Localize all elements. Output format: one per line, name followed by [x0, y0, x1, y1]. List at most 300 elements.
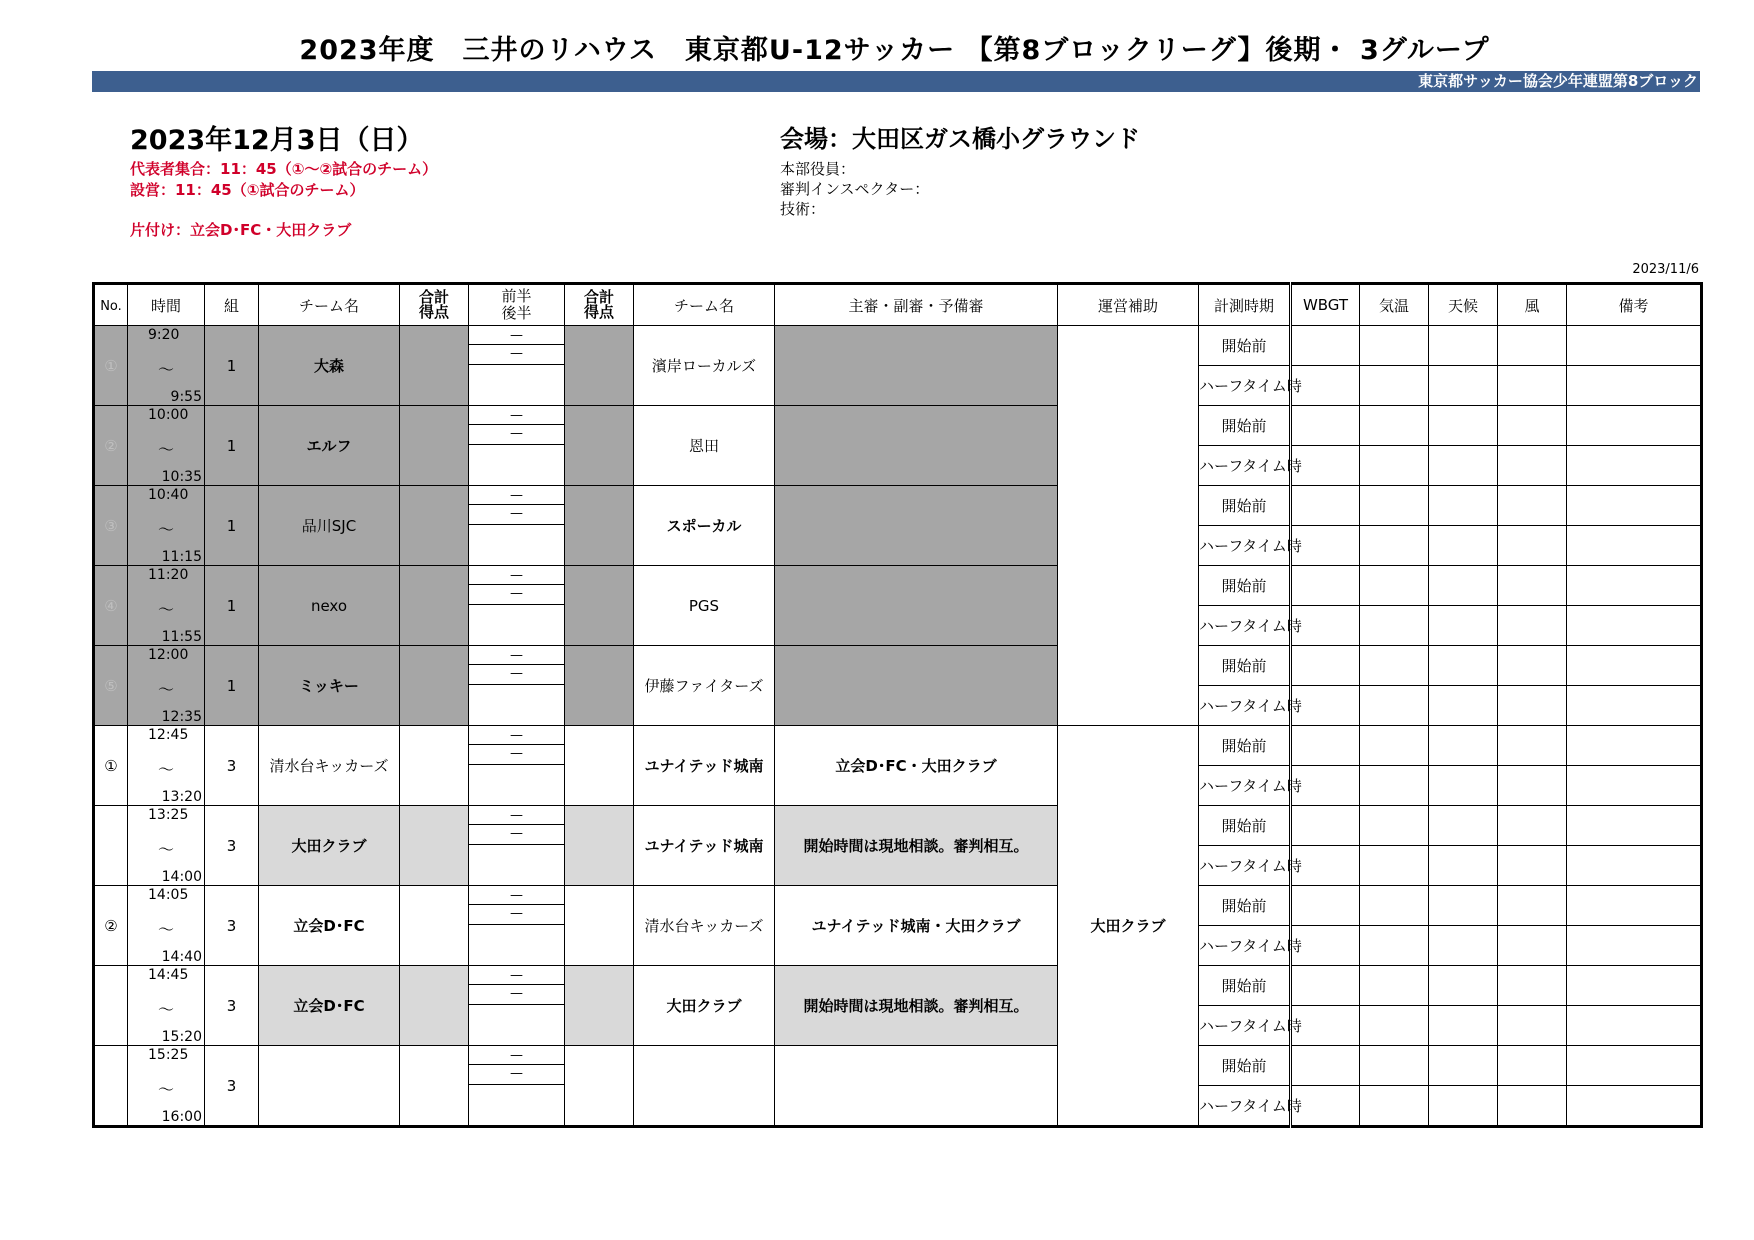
measure-before: 開始前	[1199, 966, 1291, 1006]
temp-cell	[1360, 886, 1429, 926]
first-half-dash: —	[510, 408, 523, 423]
match-number	[94, 1046, 128, 1127]
notes-cell	[1567, 766, 1702, 806]
away-total-score	[565, 966, 634, 1046]
temp-cell	[1360, 606, 1429, 646]
half-divider	[469, 604, 564, 605]
group-number: 3	[205, 806, 259, 886]
half-divider	[469, 744, 564, 745]
away-team: スポーカル	[634, 486, 775, 566]
col-halves: 前半 後半	[469, 284, 565, 326]
start-time: 11:20	[148, 567, 189, 583]
away-total-score	[565, 726, 634, 806]
wind-cell	[1498, 446, 1567, 486]
col-group: 組	[205, 284, 259, 326]
home-team: エルフ	[259, 406, 400, 486]
half-scores	[469, 406, 565, 486]
wind-cell	[1498, 406, 1567, 446]
col-time: 時間	[128, 284, 205, 326]
half-divider	[469, 924, 564, 925]
match-number: ②	[94, 406, 128, 486]
time-tilde: ～	[157, 680, 174, 699]
first-half-dash: —	[510, 328, 523, 343]
first-half-dash: —	[510, 888, 523, 903]
weather-cell	[1429, 966, 1498, 1006]
col-assist: 運営補助	[1058, 284, 1199, 326]
half-divider	[469, 344, 564, 345]
match-time	[128, 326, 205, 406]
match-row	[94, 566, 1702, 606]
time-tilde: ～	[157, 440, 174, 459]
away-total-score	[565, 806, 634, 886]
second-half-dash: —	[510, 586, 523, 601]
wbgt-cell	[1291, 486, 1360, 526]
measure-halftime: ハーフタイム時	[1199, 1006, 1291, 1046]
start-time: 9:20	[148, 327, 180, 343]
notes-cell	[1567, 886, 1702, 926]
match-row	[94, 326, 1702, 366]
match-time	[128, 886, 205, 966]
referee-inspector: 審判インスペクター：	[780, 180, 930, 198]
temp-cell	[1360, 366, 1429, 406]
end-time: 13:20	[161, 789, 202, 805]
home-team: 品川SJC	[259, 486, 400, 566]
measure-before: 開始前	[1199, 726, 1291, 766]
match-row	[94, 646, 1702, 686]
half-divider	[469, 844, 564, 845]
match-time	[128, 1046, 205, 1127]
away-team: 清水台キッカーズ	[634, 886, 775, 966]
col-team-away: チーム名	[634, 284, 775, 326]
half-scores	[469, 486, 565, 566]
temp-cell	[1360, 686, 1429, 726]
match-row	[94, 886, 1702, 926]
col-wind: 風	[1498, 284, 1567, 326]
home-team: ミッキー	[259, 646, 400, 726]
temp-cell	[1360, 486, 1429, 526]
organization-name: 東京都サッカー協会少年連盟第8ブロック	[1418, 72, 1698, 90]
match-number: ④	[94, 566, 128, 646]
gather-notice: 代表者集合：11：45（①～②試合のチーム）	[130, 160, 438, 178]
notes-cell	[1567, 326, 1702, 366]
measure-halftime: ハーフタイム時	[1199, 686, 1291, 726]
end-time: 9:55	[170, 389, 202, 405]
wind-cell	[1498, 486, 1567, 526]
second-half-dash: —	[510, 506, 523, 521]
half-divider	[469, 1004, 564, 1005]
measure-halftime: ハーフタイム時	[1199, 766, 1291, 806]
second-half-dash: —	[510, 746, 523, 761]
away-total-score	[565, 326, 634, 406]
notes-cell	[1567, 366, 1702, 406]
col-total-away: 合計 得点	[565, 284, 634, 326]
wind-cell	[1498, 726, 1567, 766]
weather-cell	[1429, 1006, 1498, 1046]
notes-cell	[1567, 406, 1702, 446]
cleanup-notice: 片付け：立会D･FC・大田クラブ	[130, 221, 352, 239]
away-total-score	[565, 1046, 634, 1127]
referee-assignment: 立会D･FC・大田クラブ	[775, 726, 1058, 806]
match-row	[94, 806, 1702, 846]
match-row	[94, 1046, 1702, 1086]
measure-halftime: ハーフタイム時	[1199, 606, 1291, 646]
measure-before: 開始前	[1199, 486, 1291, 526]
temp-cell	[1360, 566, 1429, 606]
referee-assignment	[775, 1046, 1058, 1127]
wbgt-cell	[1291, 326, 1360, 366]
weather-cell	[1429, 606, 1498, 646]
group-number: 1	[205, 486, 259, 566]
half-divider	[469, 444, 564, 445]
notes-cell	[1567, 1086, 1702, 1127]
event-date: 2023年12月3日（日）	[130, 125, 424, 156]
home-total-score	[400, 966, 469, 1046]
first-half-dash: —	[510, 648, 523, 663]
away-team	[634, 1046, 775, 1127]
wind-cell	[1498, 766, 1567, 806]
start-time: 12:00	[148, 647, 189, 663]
home-total-score	[400, 1046, 469, 1127]
time-tilde: ～	[157, 760, 174, 779]
weather-cell	[1429, 886, 1498, 926]
end-time: 16:00	[161, 1109, 202, 1125]
col-referee: 主審・副審・予備審	[775, 284, 1058, 326]
referee-assignment	[775, 326, 1058, 406]
measure-halftime: ハーフタイム時	[1199, 526, 1291, 566]
weather-cell	[1429, 486, 1498, 526]
start-time: 10:00	[148, 407, 189, 423]
half-divider	[469, 584, 564, 585]
half-scores	[469, 806, 565, 886]
temp-cell	[1360, 526, 1429, 566]
away-team: ユナイテッド城南	[634, 806, 775, 886]
referee-assignment	[775, 566, 1058, 646]
temp-cell	[1360, 1086, 1429, 1127]
match-number: ⑤	[94, 646, 128, 726]
end-time: 11:55	[161, 629, 202, 645]
match-time	[128, 966, 205, 1046]
schedule-table	[92, 282, 1703, 1128]
wind-cell	[1498, 1006, 1567, 1046]
home-total-score	[400, 806, 469, 886]
first-half-dash: —	[510, 728, 523, 743]
away-team: 恩田	[634, 406, 775, 486]
end-time: 11:15	[161, 549, 202, 565]
wind-cell	[1498, 886, 1567, 926]
half-divider	[469, 824, 564, 825]
first-half-dash: —	[510, 488, 523, 503]
match-row	[94, 966, 1702, 1006]
second-half-dash: —	[510, 426, 523, 441]
temp-cell	[1360, 806, 1429, 846]
match-time	[128, 726, 205, 806]
time-tilde: ～	[157, 1000, 174, 1019]
col-wbgt: WBGT	[1291, 284, 1360, 326]
half-divider	[469, 984, 564, 985]
second-half-dash: —	[510, 1066, 523, 1081]
weather-cell	[1429, 326, 1498, 366]
start-time: 14:45	[148, 967, 189, 983]
end-time: 14:00	[161, 869, 202, 885]
time-tilde: ～	[157, 1080, 174, 1099]
temp-cell	[1360, 646, 1429, 686]
half-scores	[469, 966, 565, 1046]
weather-cell	[1429, 526, 1498, 566]
wbgt-cell	[1291, 886, 1360, 926]
weather-cell	[1429, 846, 1498, 886]
temp-cell	[1360, 1046, 1429, 1086]
half-divider	[469, 1084, 564, 1085]
match-number	[94, 806, 128, 886]
measure-before: 開始前	[1199, 406, 1291, 446]
col-notes: 備考	[1567, 284, 1702, 326]
home-total-score	[400, 326, 469, 406]
half-scores	[469, 566, 565, 646]
away-total-score	[565, 646, 634, 726]
weather-cell	[1429, 926, 1498, 966]
measure-before: 開始前	[1199, 806, 1291, 846]
col-temp: 気温	[1360, 284, 1429, 326]
second-half-dash: —	[510, 906, 523, 921]
end-time: 14:40	[161, 949, 202, 965]
wind-cell	[1498, 686, 1567, 726]
match-time	[128, 806, 205, 886]
wind-cell	[1498, 806, 1567, 846]
second-half-dash: —	[510, 986, 523, 1001]
wind-cell	[1498, 606, 1567, 646]
home-total-score	[400, 726, 469, 806]
match-time	[128, 646, 205, 726]
start-time: 14:05	[148, 887, 189, 903]
home-team: nexo	[259, 566, 400, 646]
notes-cell	[1567, 526, 1702, 566]
measure-halftime: ハーフタイム時	[1199, 1086, 1291, 1127]
col-measure: 計測時期	[1199, 284, 1291, 326]
wbgt-cell	[1291, 966, 1360, 1006]
weather-cell	[1429, 766, 1498, 806]
measure-halftime: ハーフタイム時	[1199, 366, 1291, 406]
home-team: 立会D･FC	[259, 966, 400, 1046]
temp-cell	[1360, 926, 1429, 966]
second-half-dash: —	[510, 666, 523, 681]
half-scores	[469, 726, 565, 806]
notes-cell	[1567, 806, 1702, 846]
time-tilde: ～	[157, 920, 174, 939]
print-date: 2023/11/6	[1632, 262, 1699, 277]
wind-cell	[1498, 846, 1567, 886]
half-divider	[469, 1064, 564, 1065]
first-half-dash: —	[510, 808, 523, 823]
wind-cell	[1498, 1046, 1567, 1086]
referee-assignment: 開始時間は現地相談。審判相互。	[775, 966, 1058, 1046]
away-total-score	[565, 566, 634, 646]
time-tilde: ～	[157, 520, 174, 539]
temp-cell	[1360, 446, 1429, 486]
measure-before: 開始前	[1199, 326, 1291, 366]
away-team: ユナイテッド城南	[634, 726, 775, 806]
col-weather: 天候	[1429, 284, 1498, 326]
match-time	[128, 566, 205, 646]
weather-cell	[1429, 406, 1498, 446]
col-total-home: 合計 得点	[400, 284, 469, 326]
away-team: 伊藤ファイターズ	[634, 646, 775, 726]
match-time	[128, 406, 205, 486]
measure-halftime: ハーフタイム時	[1199, 846, 1291, 886]
setup-notice: 設営：11：45（①試合のチーム）	[130, 181, 365, 199]
referee-assignment: ユナイテッド城南・大田クラブ	[775, 886, 1058, 966]
wbgt-cell	[1291, 806, 1360, 846]
match-row	[94, 726, 1702, 766]
page-title: 2023年度 三井のリハウス 東京都U-12サッカー 【第8ブロックリーグ】後期・ 3グループ	[299, 35, 1490, 66]
temp-cell	[1360, 966, 1429, 1006]
group-number: 1	[205, 646, 259, 726]
weather-cell	[1429, 806, 1498, 846]
temp-cell	[1360, 766, 1429, 806]
first-half-dash: —	[510, 568, 523, 583]
home-total-score	[400, 486, 469, 566]
time-tilde: ～	[157, 840, 174, 859]
temp-cell	[1360, 726, 1429, 766]
start-time: 13:25	[148, 807, 189, 823]
time-tilde: ～	[157, 360, 174, 379]
notes-cell	[1567, 926, 1702, 966]
away-total-score	[565, 486, 634, 566]
first-half-dash: —	[510, 1048, 523, 1063]
time-tilde: ～	[157, 600, 174, 619]
referee-assignment	[775, 646, 1058, 726]
notes-cell	[1567, 846, 1702, 886]
temp-cell	[1360, 406, 1429, 446]
measure-before: 開始前	[1199, 1046, 1291, 1086]
home-team: 清水台キッカーズ	[259, 726, 400, 806]
start-time: 12:45	[148, 727, 189, 743]
measure-halftime: ハーフタイム時	[1199, 926, 1291, 966]
weather-cell	[1429, 566, 1498, 606]
notes-cell	[1567, 646, 1702, 686]
away-team: 大田クラブ	[634, 966, 775, 1046]
col-team-home: チーム名	[259, 284, 400, 326]
wbgt-cell	[1291, 646, 1360, 686]
notes-cell	[1567, 966, 1702, 1006]
group-number: 1	[205, 566, 259, 646]
notes-cell	[1567, 606, 1702, 646]
temp-cell	[1360, 1006, 1429, 1046]
measure-before: 開始前	[1199, 886, 1291, 926]
group-number: 3	[205, 726, 259, 806]
notes-cell	[1567, 686, 1702, 726]
group-number: 3	[205, 886, 259, 966]
wind-cell	[1498, 326, 1567, 366]
wbgt-cell	[1291, 726, 1360, 766]
notes-cell	[1567, 446, 1702, 486]
wind-cell	[1498, 646, 1567, 686]
end-time: 15:20	[161, 1029, 202, 1045]
temp-cell	[1360, 846, 1429, 886]
measure-halftime: ハーフタイム時	[1199, 446, 1291, 486]
home-team: 立会D･FC	[259, 886, 400, 966]
group-number: 1	[205, 326, 259, 406]
first-half-dash: —	[510, 968, 523, 983]
measure-before: 開始前	[1199, 646, 1291, 686]
wind-cell	[1498, 1086, 1567, 1127]
weather-cell	[1429, 446, 1498, 486]
half-divider	[469, 504, 564, 505]
second-half-dash: —	[510, 346, 523, 361]
away-team: PGS	[634, 566, 775, 646]
match-row	[94, 486, 1702, 526]
weather-cell	[1429, 1086, 1498, 1127]
col-no: No.	[94, 284, 128, 326]
home-total-score	[400, 406, 469, 486]
weather-cell	[1429, 366, 1498, 406]
venue: 会場：大田区ガス橋小グラウンド	[780, 125, 1140, 153]
temp-cell	[1360, 326, 1429, 366]
match-number: ②	[94, 886, 128, 966]
technical: 技術：	[780, 200, 826, 218]
start-time: 15:25	[148, 1047, 189, 1063]
match-number	[94, 966, 128, 1046]
away-team: 濱岸ローカルズ	[634, 326, 775, 406]
measure-before: 開始前	[1199, 566, 1291, 606]
start-time: 10:40	[148, 487, 189, 503]
half-scores	[469, 646, 565, 726]
notes-cell	[1567, 1006, 1702, 1046]
referee-assignment	[775, 406, 1058, 486]
half-divider	[469, 424, 564, 425]
half-divider	[469, 664, 564, 665]
home-team: 大森	[259, 326, 400, 406]
weather-cell	[1429, 646, 1498, 686]
wind-cell	[1498, 526, 1567, 566]
half-divider	[469, 524, 564, 525]
match-number: ①	[94, 726, 128, 806]
referee-assignment	[775, 486, 1058, 566]
group-number: 1	[205, 406, 259, 486]
match-number: ①	[94, 326, 128, 406]
referee-assignment: 開始時間は現地相談。審判相互。	[775, 806, 1058, 886]
wbgt-cell	[1291, 1046, 1360, 1086]
home-team	[259, 1046, 400, 1127]
away-total-score	[565, 886, 634, 966]
wind-cell	[1498, 926, 1567, 966]
half-scores	[469, 1046, 565, 1127]
match-number: ③	[94, 486, 128, 566]
weather-cell	[1429, 1046, 1498, 1086]
home-total-score	[400, 886, 469, 966]
wind-cell	[1498, 566, 1567, 606]
half-divider	[469, 904, 564, 905]
weather-cell	[1429, 686, 1498, 726]
table-header-row	[94, 284, 1702, 326]
half-divider	[469, 684, 564, 685]
wbgt-cell	[1291, 566, 1360, 606]
group-number: 3	[205, 966, 259, 1046]
match-time	[128, 486, 205, 566]
match-row	[94, 406, 1702, 446]
notes-cell	[1567, 1046, 1702, 1086]
notes-cell	[1567, 726, 1702, 766]
end-time: 10:35	[161, 469, 202, 485]
assist-group1	[1058, 326, 1199, 726]
wind-cell	[1498, 366, 1567, 406]
half-scores	[469, 886, 565, 966]
wbgt-cell	[1291, 406, 1360, 446]
away-total-score	[565, 406, 634, 486]
half-divider	[469, 764, 564, 765]
home-total-score	[400, 566, 469, 646]
notes-cell	[1567, 486, 1702, 526]
group-number: 3	[205, 1046, 259, 1127]
